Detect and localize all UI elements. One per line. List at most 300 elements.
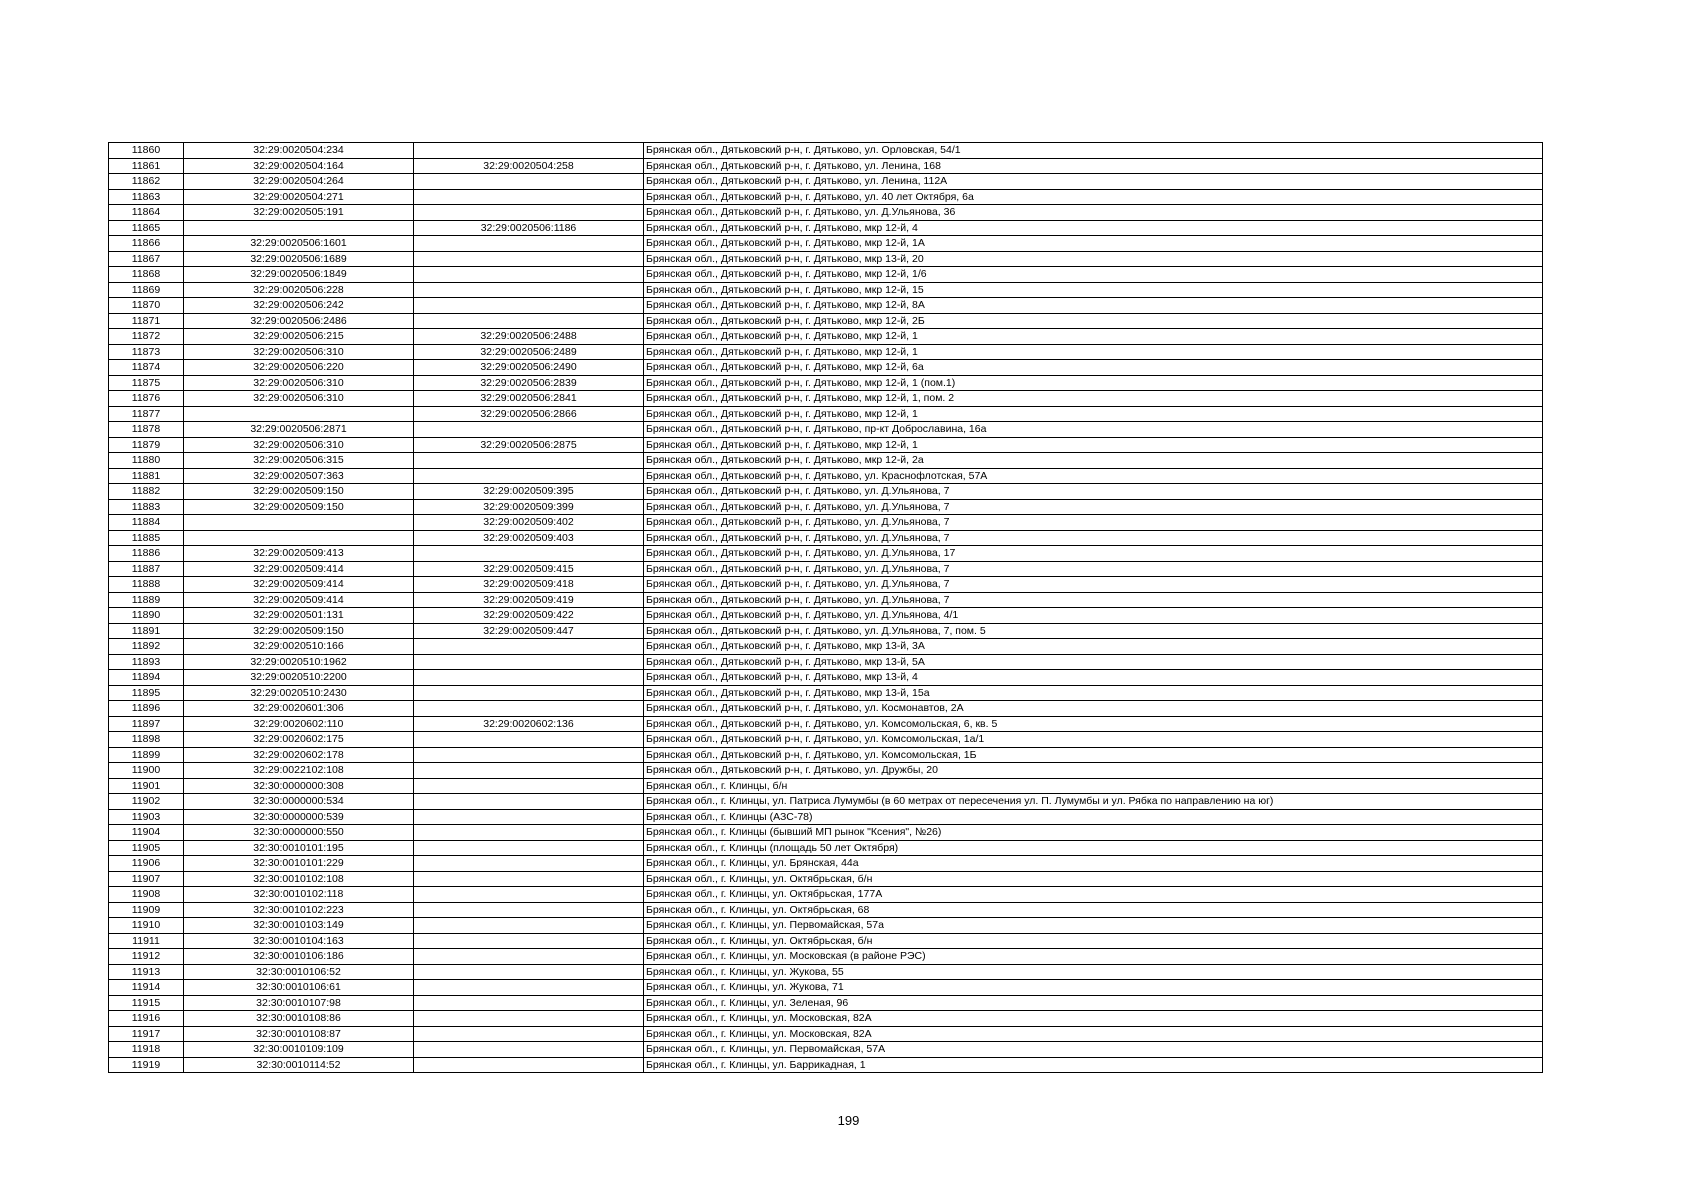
address-cell: Брянская обл., Дятьковский р-н, г. Дятьково, мкр 12-й, 2Б: [644, 313, 1543, 329]
address-cell: Брянская обл., Дятьковский р-н, г. Дятьково, мкр 12-й, 2а: [644, 453, 1543, 469]
table-row: [109, 608, 1543, 624]
cadastral-number-cell: 32:29:0020504:264: [184, 174, 414, 190]
cadastral-number-cell: 32:30:0010103:149: [184, 918, 414, 934]
address-cell: Брянская обл., Дятьковский р-н, г. Дятьково, ул. Комсомольская, 1Б: [644, 747, 1543, 763]
linked-cadastral-number-cell: [414, 887, 644, 903]
row-number-cell: 11893: [109, 654, 184, 670]
linked-cadastral-number-cell: [414, 453, 644, 469]
table-row: [109, 670, 1543, 686]
registry-table-body: [109, 143, 1543, 1073]
row-number-cell: 11887: [109, 561, 184, 577]
linked-cadastral-number-cell: 32:29:0020509:415: [414, 561, 644, 577]
linked-cadastral-number-cell: [414, 282, 644, 298]
row-number-cell: 11915: [109, 995, 184, 1011]
address-cell: Брянская обл., Дятьковский р-н, г. Дятьково, мкр 12-й, 1: [644, 344, 1543, 360]
cadastral-number-cell: 32:29:0020506:2871: [184, 422, 414, 438]
row-number-cell: 11878: [109, 422, 184, 438]
table-row: [109, 468, 1543, 484]
row-number-cell: 11911: [109, 933, 184, 949]
row-number-cell: 11914: [109, 980, 184, 996]
cadastral-number-cell: 32:30:0010108:86: [184, 1011, 414, 1027]
table-row: [109, 515, 1543, 531]
row-number-cell: 11891: [109, 623, 184, 639]
table-row: [109, 437, 1543, 453]
cadastral-number-cell: 32:29:0020506:1689: [184, 251, 414, 267]
address-cell: Брянская обл., Дятьковский р-н, г. Дятьково, ул. Дружбы, 20: [644, 763, 1543, 779]
address-cell: Брянская обл., г. Клинцы, ул. Московская, 82А: [644, 1026, 1543, 1042]
table-row: [109, 267, 1543, 283]
table-row: [109, 685, 1543, 701]
cadastral-number-cell: 32:29:0020509:414: [184, 592, 414, 608]
row-number-cell: 11904: [109, 825, 184, 841]
address-cell: Брянская обл., г. Клинцы, ул. Московская (в районе РЭС): [644, 949, 1543, 965]
table-row: [109, 484, 1543, 500]
row-number-cell: 11872: [109, 329, 184, 345]
address-cell: Брянская обл., Дятьковский р-н, г. Дятьково, мкр 12-й, 1/6: [644, 267, 1543, 283]
cadastral-number-cell: 32:29:0020510:166: [184, 639, 414, 655]
address-cell: Брянская обл., Дятьковский р-н, г. Дятьково, мкр 12-й, 1А: [644, 236, 1543, 252]
row-number-cell: 11905: [109, 840, 184, 856]
table-row: [109, 577, 1543, 593]
cadastral-number-cell: 32:30:0000000:308: [184, 778, 414, 794]
cadastral-number-cell: 32:29:0020509:150: [184, 623, 414, 639]
address-cell: Брянская обл., Дятьковский р-н, г. Дятьково, мкр 12-й, 1: [644, 437, 1543, 453]
linked-cadastral-number-cell: [414, 871, 644, 887]
table-row: [109, 1057, 1543, 1073]
linked-cadastral-number-cell: [414, 794, 644, 810]
row-number-cell: 11898: [109, 732, 184, 748]
table-row: [109, 840, 1543, 856]
row-number-cell: 11888: [109, 577, 184, 593]
address-cell: Брянская обл., Дятьковский р-н, г. Дятьково, мкр 12-й, 6а: [644, 360, 1543, 376]
linked-cadastral-number-cell: [414, 732, 644, 748]
row-number-cell: 11907: [109, 871, 184, 887]
table-row: [109, 220, 1543, 236]
linked-cadastral-number-cell: [414, 778, 644, 794]
linked-cadastral-number-cell: [414, 980, 644, 996]
row-number-cell: 11894: [109, 670, 184, 686]
cadastral-number-cell: 32:30:0000000:534: [184, 794, 414, 810]
table-row: [109, 375, 1543, 391]
row-number-cell: 11889: [109, 592, 184, 608]
row-number-cell: 11871: [109, 313, 184, 329]
cadastral-number-cell: 32:29:0020504:271: [184, 189, 414, 205]
address-cell: Брянская обл., г. Клинцы (площадь 50 лет Октября): [644, 840, 1543, 856]
cadastral-number-cell: [184, 406, 414, 422]
address-cell: Брянская обл., г. Клинцы, ул. Московская, 82А: [644, 1011, 1543, 1027]
linked-cadastral-number-cell: [414, 701, 644, 717]
linked-cadastral-number-cell: [414, 685, 644, 701]
row-number-cell: 11869: [109, 282, 184, 298]
row-number-cell: 11895: [109, 685, 184, 701]
address-cell: Брянская обл., г. Клинцы, б/н: [644, 778, 1543, 794]
linked-cadastral-number-cell: [414, 313, 644, 329]
address-cell: Брянская обл., г. Клинцы, ул. Октябрьская, б/н: [644, 933, 1543, 949]
table-row: [109, 856, 1543, 872]
linked-cadastral-number-cell: 32:29:0020509:447: [414, 623, 644, 639]
row-number-cell: 11860: [109, 143, 184, 159]
linked-cadastral-number-cell: 32:29:0020506:2488: [414, 329, 644, 345]
cadastral-number-cell: 32:29:0020510:1962: [184, 654, 414, 670]
address-cell: Брянская обл., Дятьковский р-н, г. Дятьково, ул. Д.Ульянова, 7: [644, 592, 1543, 608]
cadastral-number-cell: 32:29:0020602:178: [184, 747, 414, 763]
registry-table: [108, 142, 1543, 1073]
cadastral-number-cell: 32:29:0020504:164: [184, 158, 414, 174]
linked-cadastral-number-cell: [414, 1026, 644, 1042]
cadastral-number-cell: 32:29:0020506:310: [184, 391, 414, 407]
row-number-cell: 11902: [109, 794, 184, 810]
table-row: [109, 391, 1543, 407]
row-number-cell: 11875: [109, 375, 184, 391]
address-cell: Брянская обл., Дятьковский р-н, г. Дятьково, ул. Ленина, 168: [644, 158, 1543, 174]
table-row: [109, 871, 1543, 887]
row-number-cell: 11892: [109, 639, 184, 655]
cadastral-number-cell: 32:29:0020509:414: [184, 577, 414, 593]
linked-cadastral-number-cell: [414, 670, 644, 686]
cadastral-number-cell: 32:29:0020506:315: [184, 453, 414, 469]
table-row: [109, 329, 1543, 345]
cadastral-number-cell: 32:29:0020509:150: [184, 484, 414, 500]
table-row: [109, 236, 1543, 252]
cadastral-number-cell: 32:29:0020506:310: [184, 437, 414, 453]
linked-cadastral-number-cell: [414, 1042, 644, 1058]
linked-cadastral-number-cell: [414, 763, 644, 779]
table-row: [109, 1026, 1543, 1042]
address-cell: Брянская обл., Дятьковский р-н, г. Дятьково, ул. Д.Ульянова, 7: [644, 515, 1543, 531]
row-number-cell: 11881: [109, 468, 184, 484]
address-cell: Брянская обл., Дятьковский р-н, г. Дятьково, пр-кт Доброславина, 16а: [644, 422, 1543, 438]
table-row: [109, 406, 1543, 422]
cadastral-number-cell: 32:29:0020510:2200: [184, 670, 414, 686]
address-cell: Брянская обл., Дятьковский р-н, г. Дятьково, ул. Комсомольская, 6, кв. 5: [644, 716, 1543, 732]
address-cell: Брянская обл., Дятьковский р-н, г. Дятьково, ул. 40 лет Октября, 6а: [644, 189, 1543, 205]
row-number-cell: 11874: [109, 360, 184, 376]
address-cell: Брянская обл., Дятьковский р-н, г. Дятьково, ул. Ленина, 112А: [644, 174, 1543, 190]
cadastral-number-cell: [184, 515, 414, 531]
table-row: [109, 313, 1543, 329]
table-row: [109, 623, 1543, 639]
row-number-cell: 11865: [109, 220, 184, 236]
linked-cadastral-number-cell: [414, 825, 644, 841]
row-number-cell: 11897: [109, 716, 184, 732]
table-row: [109, 701, 1543, 717]
cadastral-number-cell: 32:29:0022102:108: [184, 763, 414, 779]
row-number-cell: 11913: [109, 964, 184, 980]
address-cell: Брянская обл., г. Клинцы, ул. Октябрьская, б/н: [644, 871, 1543, 887]
row-number-cell: 11918: [109, 1042, 184, 1058]
linked-cadastral-number-cell: 32:29:0020504:258: [414, 158, 644, 174]
table-row: [109, 360, 1543, 376]
table-row: [109, 778, 1543, 794]
row-number-cell: 11880: [109, 453, 184, 469]
cadastral-number-cell: 32:29:0020506:220: [184, 360, 414, 376]
row-number-cell: 11884: [109, 515, 184, 531]
linked-cadastral-number-cell: [414, 422, 644, 438]
cadastral-number-cell: 32:29:0020506:215: [184, 329, 414, 345]
address-cell: Брянская обл., г. Клинцы (бывший МП рынок "Ксения", №26): [644, 825, 1543, 841]
address-cell: Брянская обл., Дятьковский р-н, г. Дятьково, ул. Д.Ульянова, 7: [644, 561, 1543, 577]
linked-cadastral-number-cell: 32:29:0020506:1186: [414, 220, 644, 236]
cadastral-number-cell: 32:30:0010102:118: [184, 887, 414, 903]
row-number-cell: 11909: [109, 902, 184, 918]
table-row: [109, 561, 1543, 577]
row-number-cell: 11908: [109, 887, 184, 903]
cadastral-number-cell: 32:30:0010106:61: [184, 980, 414, 996]
row-number-cell: 11873: [109, 344, 184, 360]
cadastral-number-cell: 32:30:0010101:195: [184, 840, 414, 856]
cadastral-number-cell: 32:30:0010107:98: [184, 995, 414, 1011]
linked-cadastral-number-cell: [414, 546, 644, 562]
address-cell: Брянская обл., г. Клинцы, ул. Зеленая, 96: [644, 995, 1543, 1011]
row-number-cell: 11919: [109, 1057, 184, 1073]
address-cell: Брянская обл., г. Клинцы, ул. Жукова, 55: [644, 964, 1543, 980]
row-number-cell: 11912: [109, 949, 184, 965]
linked-cadastral-number-cell: [414, 251, 644, 267]
cadastral-number-cell: 32:30:0000000:539: [184, 809, 414, 825]
table-row: [109, 809, 1543, 825]
address-cell: Брянская обл., Дятьковский р-н, г. Дятьково, мкр 12-й, 1, пом. 2: [644, 391, 1543, 407]
cadastral-number-cell: 32:30:0000000:550: [184, 825, 414, 841]
table-row: [109, 143, 1543, 159]
linked-cadastral-number-cell: 32:29:0020506:2490: [414, 360, 644, 376]
linked-cadastral-number-cell: [414, 298, 644, 314]
address-cell: Брянская обл., г. Клинцы, ул. Октябрьская, 177А: [644, 887, 1543, 903]
cadastral-number-cell: 32:30:0010108:87: [184, 1026, 414, 1042]
table-row: [109, 189, 1543, 205]
cadastral-number-cell: 32:30:0010102:108: [184, 871, 414, 887]
address-cell: Брянская обл., Дятьковский р-н, г. Дятьково, ул. Д.Ульянова, 7: [644, 484, 1543, 500]
cadastral-number-cell: 32:29:0020506:242: [184, 298, 414, 314]
linked-cadastral-number-cell: [414, 143, 644, 159]
address-cell: Брянская обл., Дятьковский р-н, г. Дятьково, ул. Д.Ульянова, 4/1: [644, 608, 1543, 624]
address-cell: Брянская обл., Дятьковский р-н, г. Дятьково, ул. Д.Ульянова, 7: [644, 577, 1543, 593]
linked-cadastral-number-cell: [414, 189, 644, 205]
row-number-cell: 11864: [109, 205, 184, 221]
cadastral-number-cell: 32:29:0020601:306: [184, 701, 414, 717]
cadastral-number-cell: 32:29:0020506:310: [184, 344, 414, 360]
cadastral-number-cell: 32:29:0020506:228: [184, 282, 414, 298]
cadastral-number-cell: 32:29:0020501:131: [184, 608, 414, 624]
cadastral-number-cell: 32:29:0020507:363: [184, 468, 414, 484]
cadastral-number-cell: 32:29:0020504:234: [184, 143, 414, 159]
linked-cadastral-number-cell: [414, 856, 644, 872]
cadastral-number-cell: 32:30:0010106:186: [184, 949, 414, 965]
table-row: [109, 949, 1543, 965]
linked-cadastral-number-cell: [414, 933, 644, 949]
table-row: [109, 732, 1543, 748]
linked-cadastral-number-cell: 32:29:0020506:2875: [414, 437, 644, 453]
address-cell: Брянская обл., Дятьковский р-н, г. Дятьково, ул. Космонавтов, 2А: [644, 701, 1543, 717]
row-number-cell: 11882: [109, 484, 184, 500]
address-cell: Брянская обл., Дятьковский р-н, г. Дятьково, мкр 13-й, 3А: [644, 639, 1543, 655]
row-number-cell: 11896: [109, 701, 184, 717]
address-cell: Брянская обл., Дятьковский р-н, г. Дятьково, ул. Д.Ульянова, 7, пом. 5: [644, 623, 1543, 639]
table-row: [109, 546, 1543, 562]
address-cell: Брянская обл., Дятьковский р-н, г. Дятьково, мкр 12-й, 8А: [644, 298, 1543, 314]
table-row: [109, 825, 1543, 841]
address-cell: Брянская обл., г. Клинцы, ул. Баррикадная, 1: [644, 1057, 1543, 1073]
address-cell: Брянская обл., Дятьковский р-н, г. Дятьково, ул. Д.Ульянова, 7: [644, 499, 1543, 515]
table-row: [109, 639, 1543, 655]
table-row: [109, 158, 1543, 174]
table-row: [109, 995, 1543, 1011]
table-row: [109, 747, 1543, 763]
address-cell: Брянская обл., г. Клинцы, ул. Октябрьская, 68: [644, 902, 1543, 918]
linked-cadastral-number-cell: [414, 949, 644, 965]
row-number-cell: 11885: [109, 530, 184, 546]
table-row: [109, 453, 1543, 469]
table-row: [109, 933, 1543, 949]
linked-cadastral-number-cell: [414, 174, 644, 190]
cadastral-number-cell: [184, 220, 414, 236]
row-number-cell: 11877: [109, 406, 184, 422]
row-number-cell: 11901: [109, 778, 184, 794]
address-cell: Брянская обл., Дятьковский р-н, г. Дятьково, ул. Д.Ульянова, 36: [644, 205, 1543, 221]
cadastral-number-cell: 32:29:0020602:110: [184, 716, 414, 732]
row-number-cell: 11910: [109, 918, 184, 934]
cadastral-number-cell: 32:29:0020509:413: [184, 546, 414, 562]
cadastral-number-cell: 32:29:0020506:310: [184, 375, 414, 391]
address-cell: Брянская обл., Дятьковский р-н, г. Дятьково, ул. Комсомольская, 1а/1: [644, 732, 1543, 748]
table-row: [109, 763, 1543, 779]
address-cell: Брянская обл., Дятьковский р-н, г. Дятьково, ул. Орловская, 54/1: [644, 143, 1543, 159]
table-row: [109, 422, 1543, 438]
linked-cadastral-number-cell: 32:29:0020506:2841: [414, 391, 644, 407]
table-row: [109, 1042, 1543, 1058]
row-number-cell: 11903: [109, 809, 184, 825]
linked-cadastral-number-cell: 32:29:0020509:422: [414, 608, 644, 624]
row-number-cell: 11862: [109, 174, 184, 190]
table-row: [109, 654, 1543, 670]
table-row: [109, 344, 1543, 360]
cadastral-number-cell: [184, 530, 414, 546]
row-number-cell: 11876: [109, 391, 184, 407]
table-row: [109, 716, 1543, 732]
table-row: [109, 902, 1543, 918]
cadastral-number-cell: 32:29:0020506:2486: [184, 313, 414, 329]
row-number-cell: 11886: [109, 546, 184, 562]
table-row: [109, 918, 1543, 934]
cadastral-number-cell: 32:29:0020506:1601: [184, 236, 414, 252]
linked-cadastral-number-cell: 32:29:0020506:2489: [414, 344, 644, 360]
table-row: [109, 298, 1543, 314]
address-cell: Брянская обл., Дятьковский р-н, г. Дятьково, мкр 13-й, 20: [644, 251, 1543, 267]
linked-cadastral-number-cell: [414, 639, 644, 655]
row-number-cell: 11900: [109, 763, 184, 779]
row-number-cell: 11866: [109, 236, 184, 252]
linked-cadastral-number-cell: 32:29:0020602:136: [414, 716, 644, 732]
linked-cadastral-number-cell: [414, 809, 644, 825]
address-cell: Брянская обл., Дятьковский р-н, г. Дятьково, мкр 13-й, 5А: [644, 654, 1543, 670]
row-number-cell: 11879: [109, 437, 184, 453]
address-cell: Брянская обл., г. Клинцы, ул. Патриса Лумумбы (в 60 метрах от пересечения ул. П. Лумумбы и ул. Рябка по направлению на юг): [644, 794, 1543, 810]
table-row: [109, 530, 1543, 546]
linked-cadastral-number-cell: 32:29:0020506:2866: [414, 406, 644, 422]
table-row: [109, 887, 1543, 903]
row-number-cell: 11890: [109, 608, 184, 624]
linked-cadastral-number-cell: [414, 995, 644, 1011]
cadastral-number-cell: 32:29:0020602:175: [184, 732, 414, 748]
linked-cadastral-number-cell: [414, 205, 644, 221]
linked-cadastral-number-cell: [414, 840, 644, 856]
address-cell: Брянская обл., Дятьковский р-н, г. Дятьково, мкр 12-й, 1: [644, 406, 1543, 422]
table-row: [109, 251, 1543, 267]
cadastral-number-cell: 32:29:0020509:150: [184, 499, 414, 515]
linked-cadastral-number-cell: 32:29:0020509:402: [414, 515, 644, 531]
table-row: [109, 499, 1543, 515]
linked-cadastral-number-cell: [414, 1011, 644, 1027]
address-cell: Брянская обл., Дятьковский р-н, г. Дятьково, мкр 13-й, 4: [644, 670, 1543, 686]
linked-cadastral-number-cell: 32:29:0020509:395: [414, 484, 644, 500]
linked-cadastral-number-cell: [414, 236, 644, 252]
linked-cadastral-number-cell: [414, 918, 644, 934]
address-cell: Брянская обл., Дятьковский р-н, г. Дятьково, ул. Д.Ульянова, 17: [644, 546, 1543, 562]
cadastral-number-cell: 32:30:0010109:109: [184, 1042, 414, 1058]
cadastral-number-cell: 32:30:0010104:163: [184, 933, 414, 949]
row-number-cell: 11861: [109, 158, 184, 174]
address-cell: Брянская обл., г. Клинцы, ул. Брянская, 44а: [644, 856, 1543, 872]
table-row: [109, 282, 1543, 298]
row-number-cell: 11867: [109, 251, 184, 267]
address-cell: Брянская обл., Дятьковский р-н, г. Дятьково, мкр 12-й, 4: [644, 220, 1543, 236]
table-row: [109, 980, 1543, 996]
cadastral-number-cell: 32:29:0020510:2430: [184, 685, 414, 701]
linked-cadastral-number-cell: [414, 468, 644, 484]
linked-cadastral-number-cell: [414, 747, 644, 763]
linked-cadastral-number-cell: [414, 267, 644, 283]
linked-cadastral-number-cell: 32:29:0020509:418: [414, 577, 644, 593]
address-cell: Брянская обл., Дятьковский р-н, г. Дятьково, мкр 12-й, 15: [644, 282, 1543, 298]
linked-cadastral-number-cell: [414, 902, 644, 918]
row-number-cell: 11863: [109, 189, 184, 205]
address-cell: Брянская обл., Дятьковский р-н, г. Дятьково, мкр 12-й, 1 (пом.1): [644, 375, 1543, 391]
linked-cadastral-number-cell: [414, 654, 644, 670]
cadastral-number-cell: 32:30:0010106:52: [184, 964, 414, 980]
linked-cadastral-number-cell: 32:29:0020509:403: [414, 530, 644, 546]
cadastral-number-cell: 32:30:0010102:223: [184, 902, 414, 918]
address-cell: Брянская обл., г. Клинцы, ул. Первомайская, 57А: [644, 1042, 1543, 1058]
linked-cadastral-number-cell: [414, 1057, 644, 1073]
table-row: [109, 592, 1543, 608]
table-row: [109, 794, 1543, 810]
row-number-cell: 11906: [109, 856, 184, 872]
table-row: [109, 964, 1543, 980]
address-cell: Брянская обл., Дятьковский р-н, г. Дятьково, ул. Д.Ульянова, 7: [644, 530, 1543, 546]
row-number-cell: 11899: [109, 747, 184, 763]
linked-cadastral-number-cell: 32:29:0020506:2839: [414, 375, 644, 391]
address-cell: Брянская обл., Дятьковский р-н, г. Дятьково, мкр 12-й, 1: [644, 329, 1543, 345]
row-number-cell: 11917: [109, 1026, 184, 1042]
linked-cadastral-number-cell: [414, 964, 644, 980]
row-number-cell: 11870: [109, 298, 184, 314]
cadastral-number-cell: 32:29:0020506:1849: [184, 267, 414, 283]
cadastral-number-cell: 32:29:0020509:414: [184, 561, 414, 577]
address-cell: Брянская обл., г. Клинцы, ул. Жукова, 71: [644, 980, 1543, 996]
cadastral-number-cell: 32:30:0010101:229: [184, 856, 414, 872]
address-cell: Брянская обл., г. Клинцы (АЗС-78): [644, 809, 1543, 825]
row-number-cell: 11868: [109, 267, 184, 283]
table-row: [109, 174, 1543, 190]
linked-cadastral-number-cell: 32:29:0020509:399: [414, 499, 644, 515]
row-number-cell: 11916: [109, 1011, 184, 1027]
address-cell: Брянская обл., Дятьковский р-н, г. Дятьково, мкр 13-й, 15а: [644, 685, 1543, 701]
linked-cadastral-number-cell: 32:29:0020509:419: [414, 592, 644, 608]
cadastral-number-cell: 32:29:0020505:191: [184, 205, 414, 221]
address-cell: Брянская обл., Дятьковский р-н, г. Дятьково, ул. Краснофлотская, 57А: [644, 468, 1543, 484]
page-number: 199: [837, 1113, 860, 1128]
table-row: [109, 205, 1543, 221]
table-row: [109, 1011, 1543, 1027]
